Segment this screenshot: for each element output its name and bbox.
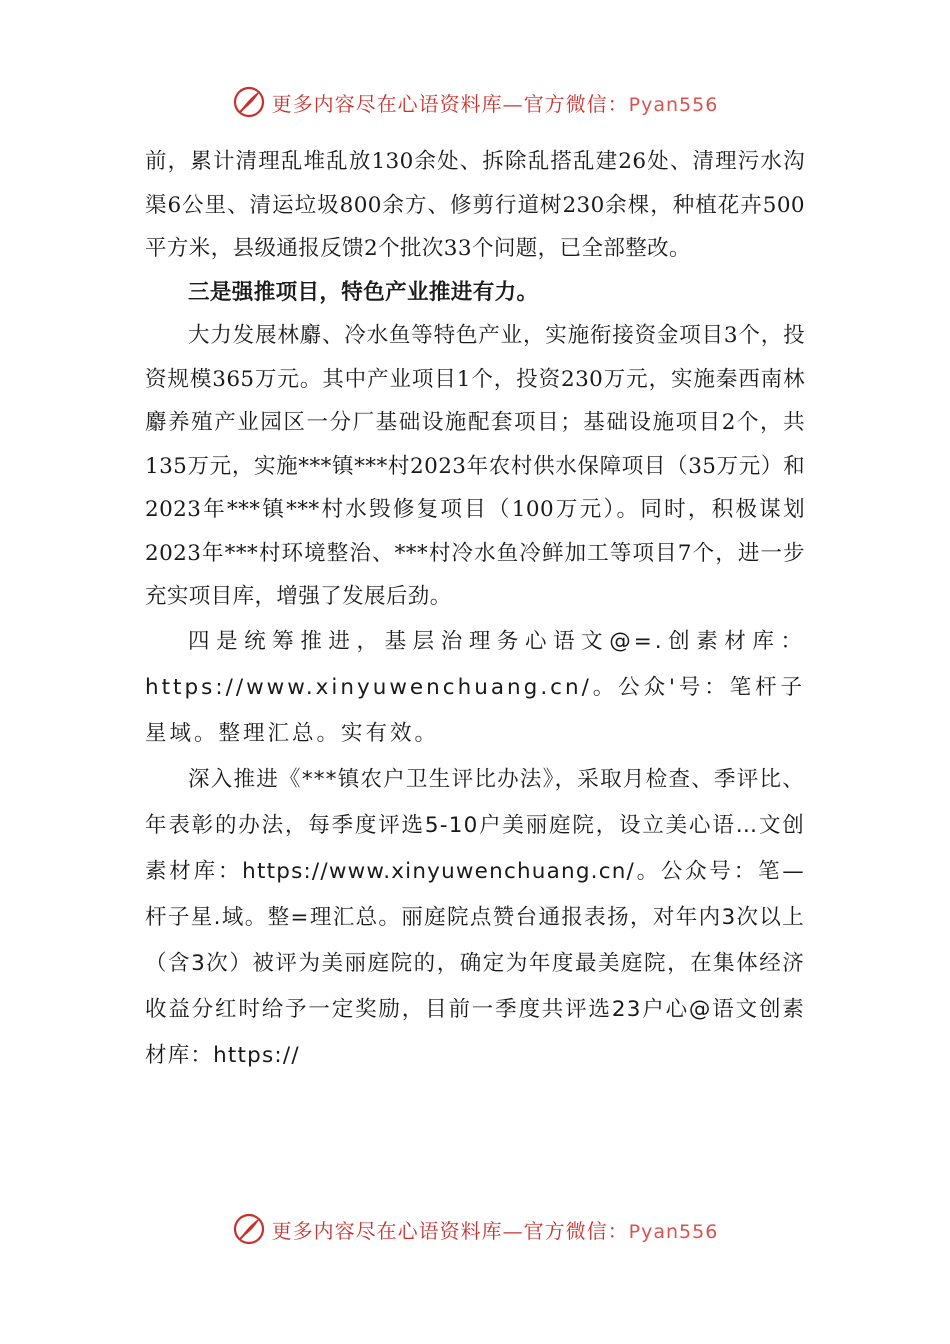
header-banner <box>0 82 950 122</box>
document-body <box>145 140 805 1079</box>
paragraph-hygiene-evaluation: 深入推进《***镇农户卫生评比办法》，采取月检查、季评比、年表彰的办法，每季度评选5-10户美丽庭院，设立美心语…文创素材库：https://www.xinyuwenchuang.cn/。公众号：笔—杆子星.域。整=理汇总。丽庭院点赞台通报表扬，对年内3次以上（含3次）被评为美丽庭院的，确定为年度最美庭院，在集体经济收益分红时给予一定奖励，目前一季度共评选23户心@语文创素材库：https:// <box>145 766 805 1068</box>
footer-banner-text: 更多内容尽在心语资料库—官方微信：Pyan556 <box>271 1218 719 1243</box>
quill-logo-icon <box>232 1212 266 1246</box>
paragraph-cleanup-stats: 前，累计清理乱堆乱放130余处、拆除乱搭乱建26处、清理污水沟渠6公里、清运垃圾800余方、修剪行道树230余棵，种植花卉500平方米，县级通报反馈2个批次33个问题，已全部整改。 <box>145 149 805 261</box>
section-heading-projects: 三是强推项目，特色产业推进有力。 <box>188 279 539 305</box>
header-banner-text: 更多内容尽在心语资料库—官方微信：Pyan556 <box>271 91 719 116</box>
header-wechat-id: Pyan556 <box>628 93 719 116</box>
paragraph-governance-heading: 四是统筹推进，基层治理务心语文@=.创素材库：https://www.xinyuwenchuang.cn/。公众'号：笔杆子星域。整理汇总。实有效。 <box>145 628 805 746</box>
quill-logo-icon <box>232 85 266 119</box>
footer-wechat-id: Pyan556 <box>628 1220 719 1243</box>
paragraph-industry-projects: 大力发展林麝、冷水鱼等特色产业，实施衔接资金项目3个，投资规模365万元。其中产业项目1个，投资230万元，实施秦西南林麝养殖产业园区一分厂基础设施配套项目；基础设施项目2个，共135万元，实施***镇***村2023年农村供水保障项目（35万元）和2023年***镇***村水毁修复项目（100万元）。同时，积极谋划2023年***村环境整治、***村冷水鱼冷鲜加工等项目7个，进一步充实项目库，增强了发展后劲。 <box>145 323 805 609</box>
footer-banner <box>0 1209 950 1249</box>
